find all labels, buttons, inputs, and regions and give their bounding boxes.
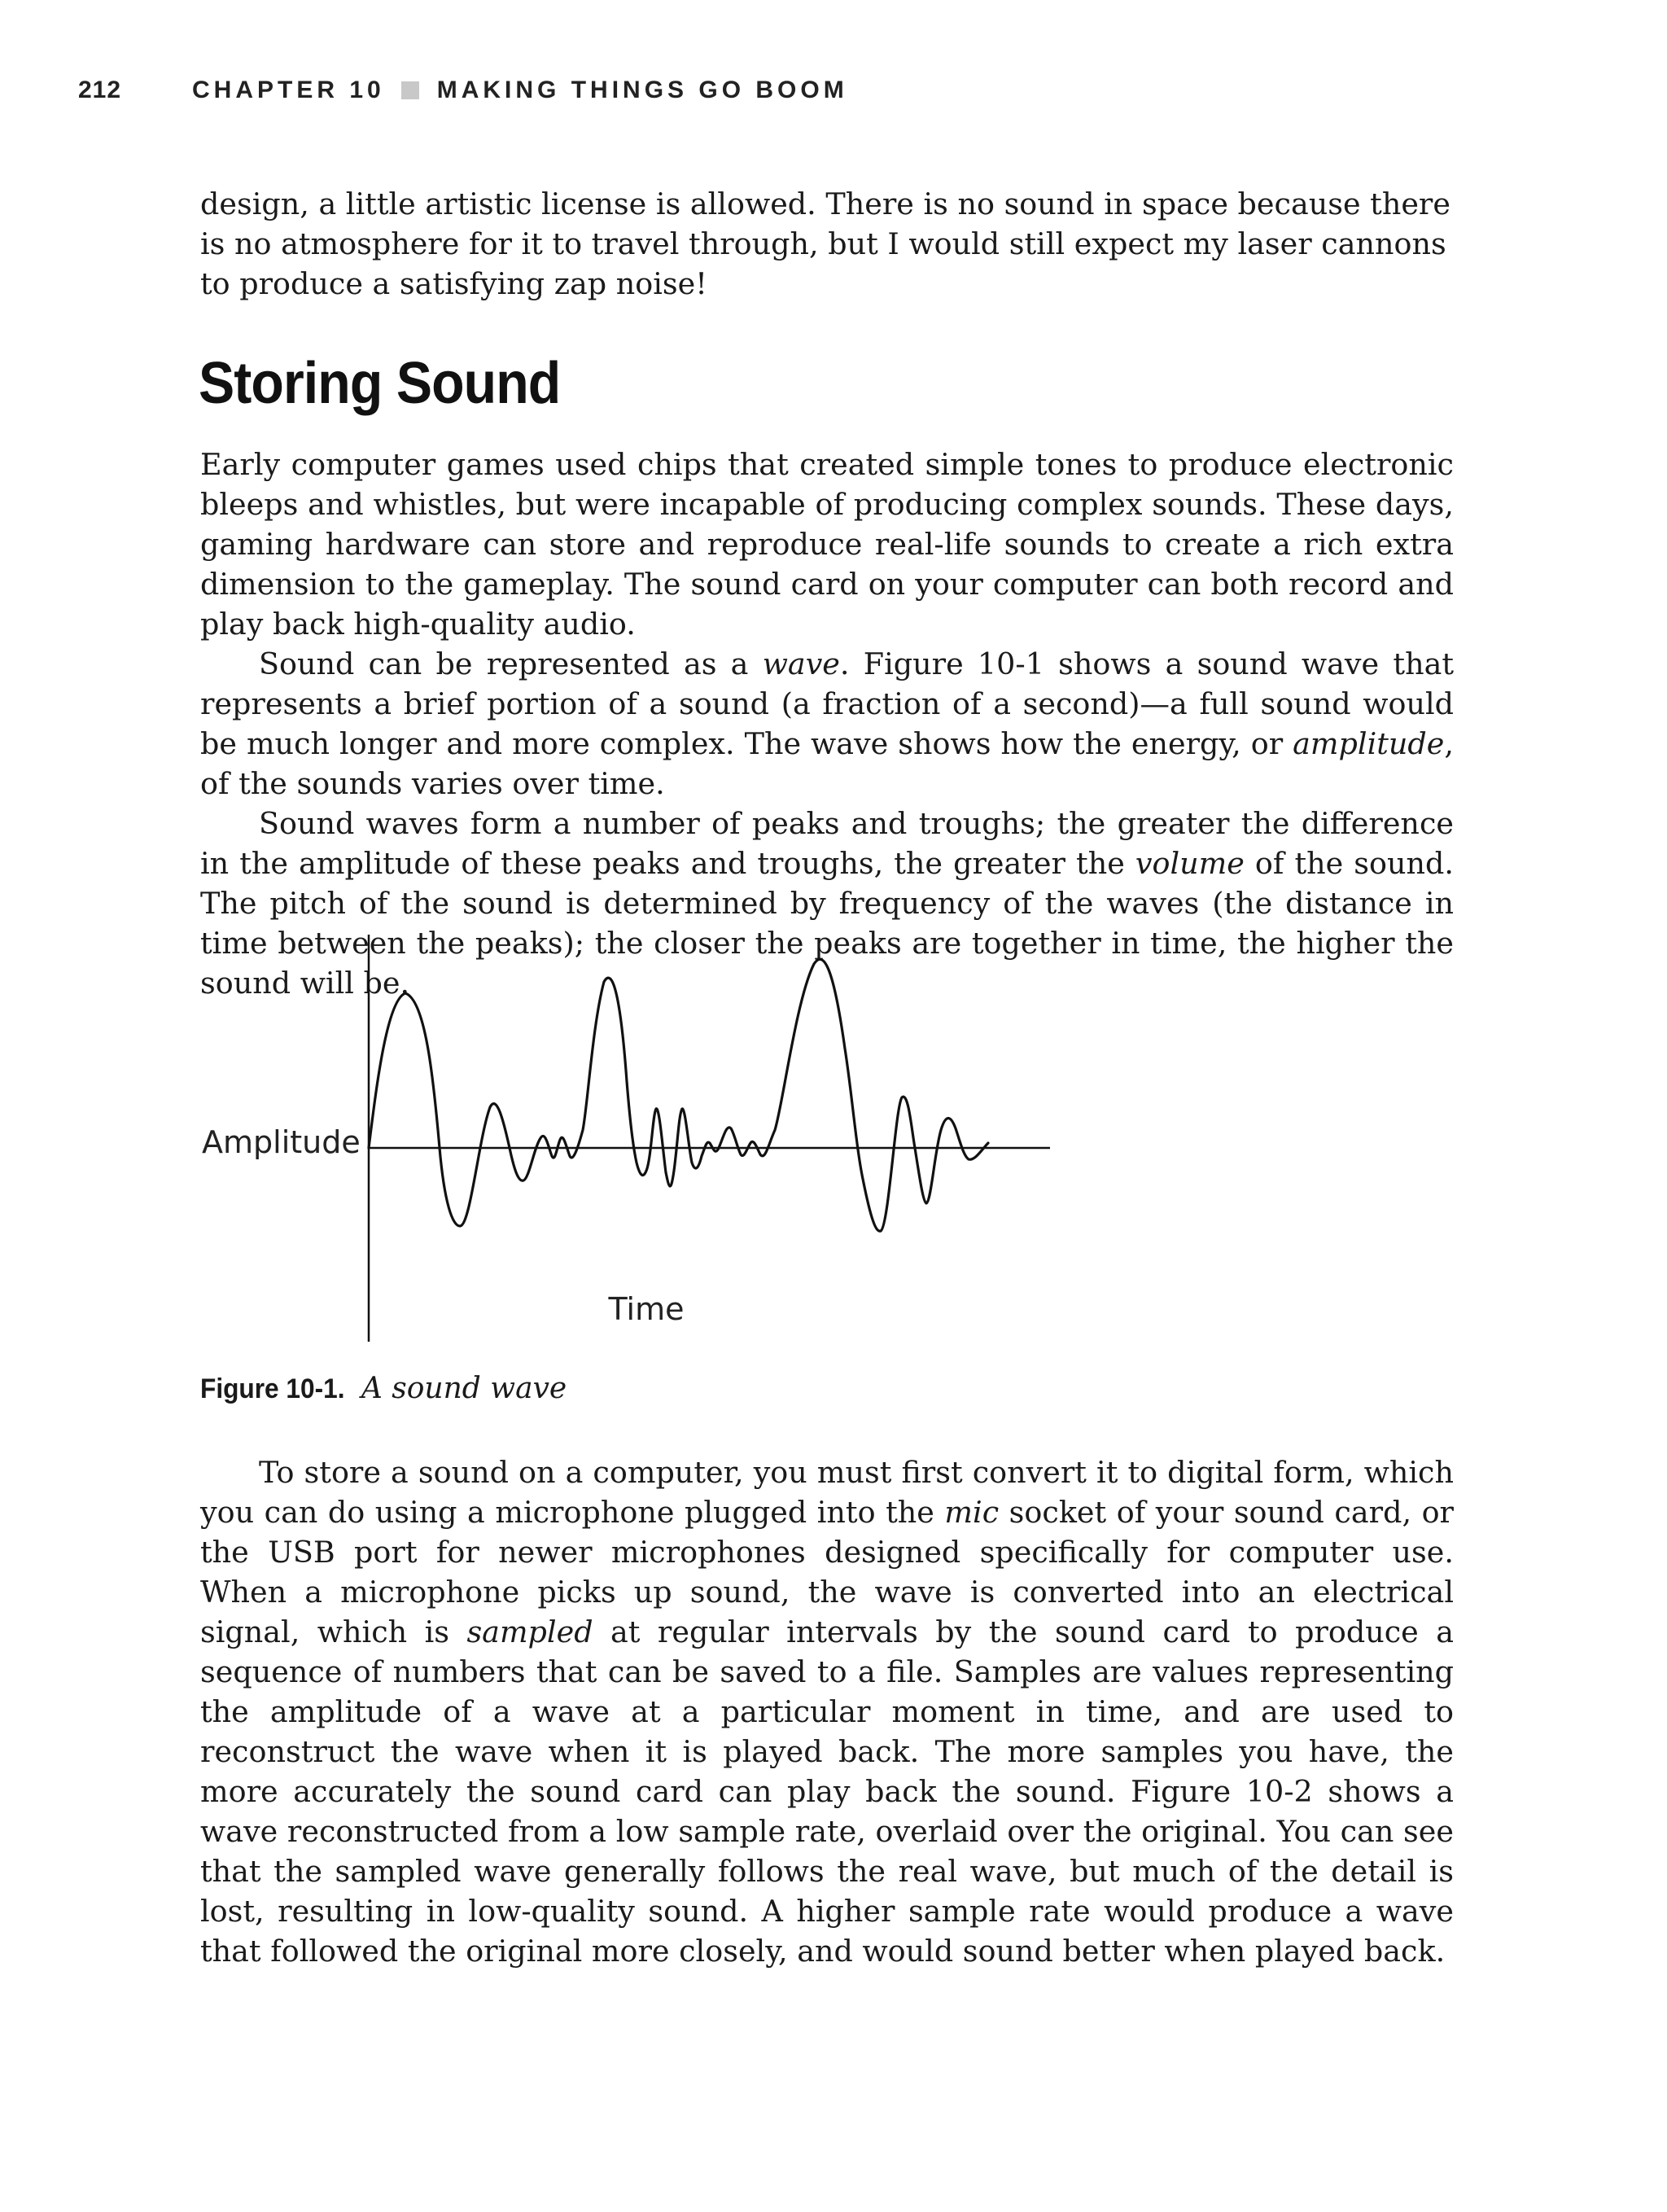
paragraph-4 — [200, 1452, 1454, 1971]
running-header — [78, 77, 848, 104]
paragraph-3-text-a: Sound waves form a number of peaks and troughs; the greater the difference in the amplitude of these peaks and troughs, the greater the — [200, 806, 1454, 881]
sound-wave-figure — [195, 935, 1074, 1358]
x-axis-label: Time — [608, 1291, 685, 1327]
section-text-block — [200, 445, 1454, 1003]
paragraph-2 — [200, 644, 1454, 804]
paragraph-3-emphasis-volume: volume — [1135, 846, 1245, 881]
paragraph-4-emphasis-mic: mic — [944, 1495, 1000, 1530]
y-axis-label: Amplitude — [202, 1124, 361, 1160]
figure-caption-text: A sound wave — [361, 1372, 567, 1405]
sound-wave-curve — [369, 959, 988, 1231]
paragraph-2-emphasis-amplitude: amplitude — [1293, 726, 1445, 761]
page-number: 212 — [78, 77, 122, 103]
paragraph-2-emphasis-wave: wave — [762, 646, 840, 681]
paragraph-2-text-c: , of the sounds varies over time. — [200, 726, 1454, 801]
paragraph-4-emphasis-sampled: sampled — [466, 1614, 593, 1649]
sound-wave-diagram — [195, 935, 1074, 1358]
paragraph-4-text-b: socket of your sound card, or the USB port for newer microphones designed specifically for computer use. When a microphone picks up sound, the wave is converted into an electrical signal, which is — [200, 1495, 1455, 1649]
paragraph-3-text-b: of the sound. The pitch of the sound is determined by frequency of the waves (the distance in time between the peaks); the closer the peaks are together in time, the higher the sound will be. — [200, 846, 1454, 1001]
paragraph-4-text-c: at regular intervals by the sound card to produce a sequence of numbers that can be saved to a file. Samples are values representing the amplitude of a wave at a particular moment in time, and are used to reconstruct the wave when it is played back. The more samples you have, the more accurately the sound card can play back the sound. Figure 10-2 shows a wave reconstructed from a low sample rate, overlaid over the original. You can see that the sampled wave generally follows the real wave, but much of the detail is lost, resulting in low-quality sound. A higher sample rate would produce a wave that followed the original more closely, and would sound better when played back. — [200, 1614, 1454, 1969]
section-heading: Storing Sound — [199, 351, 561, 416]
chapter-title: MAKING THINGS GO BOOM — [436, 77, 848, 103]
after-figure-text-block — [200, 1452, 1454, 1971]
paragraph-2-text-b: . Figure 10-1 shows a sound wave that represents a brief portion of a sound (a fraction of a second)—a full sound would be much longer and more complex. The wave shows how the energy, or — [200, 646, 1454, 761]
paragraph-2-text-a: Sound can be represented as a — [259, 646, 763, 681]
header-separator-square — [401, 81, 419, 99]
figure-caption-label: Figure 10-1. — [200, 1373, 345, 1404]
intro-paragraph: design, a little artistic license is allowed. There is no sound in space because there is no atmosphere for it to travel through, but I would still expect my laser cannons to produce a satisfying zap noise! — [200, 186, 1450, 301]
figure-caption — [200, 1371, 567, 1405]
intro-text-block — [200, 184, 1454, 304]
paragraph-4-text-a: To store a sound on a computer, you must first convert it to digital form, which you can do using a microphone plugged into the — [200, 1455, 1454, 1530]
paragraph-1: Early computer games used chips that created simple tones to produce electronic bleeps and whistles, but were incapable of producing complex sounds. These days, gaming hardware can store and reproduce real-life sounds to create a rich extra dimension to the gameplay. The sound card on your computer can both record and play back high-quality audio. — [200, 447, 1454, 642]
chapter-label: CHAPTER 10 — [192, 77, 385, 103]
